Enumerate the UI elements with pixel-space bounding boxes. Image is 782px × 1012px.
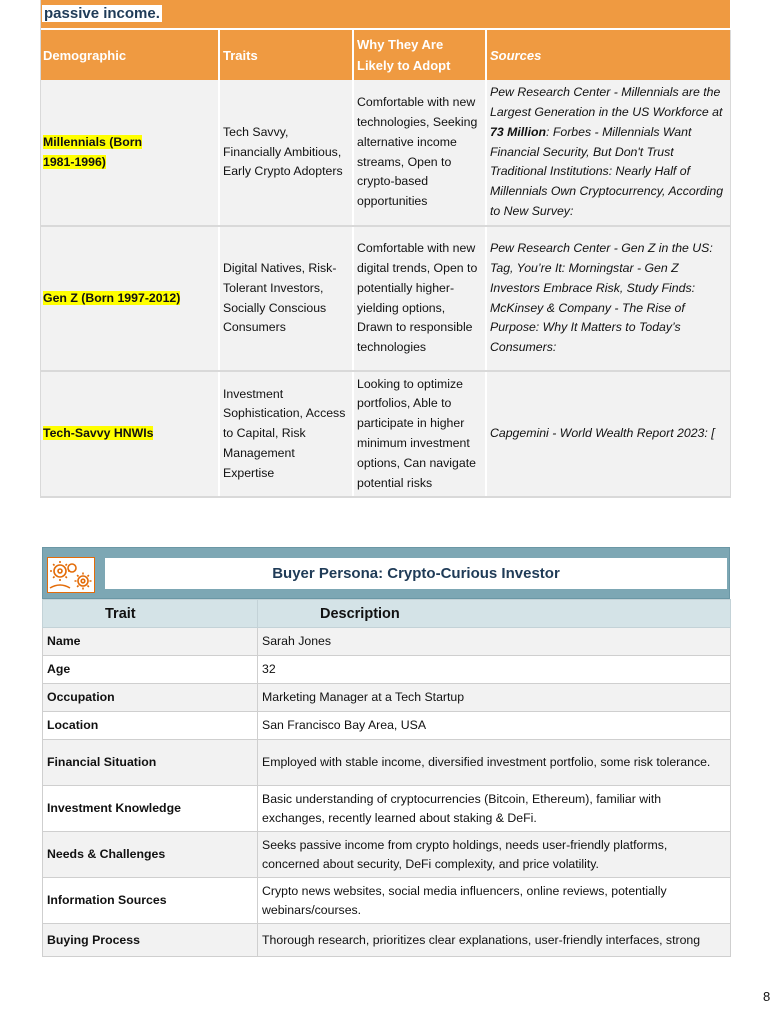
sources-bold-figure: 73 Million xyxy=(490,124,547,139)
table-row xyxy=(40,80,730,226)
header-why xyxy=(353,30,486,80)
trait-name: Buying Process xyxy=(43,924,258,957)
why-cell: Comfortable with new digital trends, Open to potentially higher-yielding options, Drawn to responsible technologies xyxy=(353,226,486,371)
trait-description: San Francisco Bay Area, USA xyxy=(258,712,731,740)
traits-cell: Investment Sophistication, Access to Capital, Risk Management Expertise xyxy=(219,371,353,497)
trait-name: Financial Situation xyxy=(43,740,258,786)
why-cell: Looking to optimize portfolios, Able to participate in higher minimum investment options, Can navigate potential risks xyxy=(353,371,486,497)
trait-description: Marketing Manager at a Tech Startup xyxy=(258,684,731,712)
demographic-cell xyxy=(40,226,219,371)
table-row xyxy=(43,656,731,684)
demographic-name: Tech-Savvy HNWIs xyxy=(43,426,154,441)
header-demographic: Demographic xyxy=(40,30,219,80)
persona-header-row xyxy=(43,600,731,628)
trait-description: Crypto news websites, social media influencers, online reviews, potentially webinars/courses. xyxy=(258,878,731,924)
header-description: Description xyxy=(258,600,731,628)
demographic-table-section xyxy=(40,0,730,498)
persona-title: Buyer Persona: Crypto-Curious Investor xyxy=(105,558,727,589)
trait-description: Thorough research, prioritizes clear explanations, user-friendly interfaces, strong xyxy=(258,924,731,957)
trait-name: Age xyxy=(43,656,258,684)
trait-name: Information Sources xyxy=(43,878,258,924)
table-row xyxy=(43,924,731,957)
gears-icon xyxy=(47,557,95,593)
table-row xyxy=(43,628,731,656)
sources-cell: Capgemini - World Wealth Report 2023: [ xyxy=(486,371,730,497)
traits-cell: Tech Savvy, Financially Ambitious, Early Crypto Adopters xyxy=(219,80,353,226)
table-header-row xyxy=(40,30,730,80)
table-row xyxy=(40,226,730,371)
demographic-name-line2: 1981-1996) xyxy=(43,154,106,169)
traits-cell: Digital Natives, Risk-Tolerant Investors, Socially Conscious Consumers xyxy=(219,226,353,371)
header-why-line2: Likely to Adopt xyxy=(357,58,451,73)
header-sources: Sources xyxy=(486,30,730,80)
trait-name: Name xyxy=(43,628,258,656)
trait-description: 32 xyxy=(258,656,731,684)
table-row xyxy=(43,878,731,924)
trait-name: Occupation xyxy=(43,684,258,712)
trait-name: Needs & Challenges xyxy=(43,832,258,878)
table-row xyxy=(40,371,730,497)
trait-description: Basic understanding of cryptocurrencies (Bitcoin, Ethereum), familiar with exchanges, recently learned about staking & DeFi. xyxy=(258,786,731,832)
table-row xyxy=(43,832,731,878)
table-left-border xyxy=(40,0,41,497)
trait-name: Location xyxy=(43,712,258,740)
trait-description: Sarah Jones xyxy=(258,628,731,656)
why-cell: Comfortable with new technologies, Seeking alternative income streams, Open to crypto-based opportunities xyxy=(353,80,486,226)
demographic-cell xyxy=(40,80,219,226)
table-row xyxy=(43,712,731,740)
persona-table xyxy=(42,599,731,957)
header-trait: Trait xyxy=(43,600,258,628)
buyer-persona-card xyxy=(42,547,730,957)
table-banner xyxy=(40,0,730,30)
demographic-name: Gen Z (Born 1997-2012) xyxy=(43,290,181,305)
table-row xyxy=(43,786,731,832)
table-row xyxy=(43,740,731,786)
sources-text-b: : Forbes - Millennials Want Financial Security, But Don't Trust Traditional Institutions: Nearly Half of Millennials Own Cryptocurrency, According to New Survey: xyxy=(490,124,724,218)
sources-text-a: Pew Research Center - Millennials are the Largest Generation in the US Workforce at xyxy=(490,85,723,119)
banner-text: passive income. xyxy=(44,5,160,22)
sources-cell: Pew Research Center - Gen Z in the US: Tag, You’re It: Morningstar - Gen Z Investors Embrace Risk, Study Finds: McKinsey & Company - The Rise of Purpose: Why It Matters to Today’s Consumers: xyxy=(486,226,730,371)
trait-description: Employed with stable income, diversified investment portfolio, some risk tolerance. xyxy=(258,740,731,786)
gears-icon-graphic xyxy=(48,558,94,592)
demographic-table xyxy=(40,30,731,498)
header-why-line1: Why They Are xyxy=(357,37,444,52)
header-traits: Traits xyxy=(219,30,353,80)
table-row xyxy=(43,684,731,712)
sources-cell xyxy=(486,80,730,226)
demographic-name-line1: Millennials (Born xyxy=(43,134,143,149)
page-number: 8 xyxy=(763,989,771,1004)
demographic-cell xyxy=(40,371,219,497)
persona-header xyxy=(42,547,730,599)
trait-description: Seeks passive income from crypto holdings, needs user-friendly platforms, concerned about security, DeFi complexity, and price volatility. xyxy=(258,832,731,878)
trait-name: Investment Knowledge xyxy=(43,786,258,832)
